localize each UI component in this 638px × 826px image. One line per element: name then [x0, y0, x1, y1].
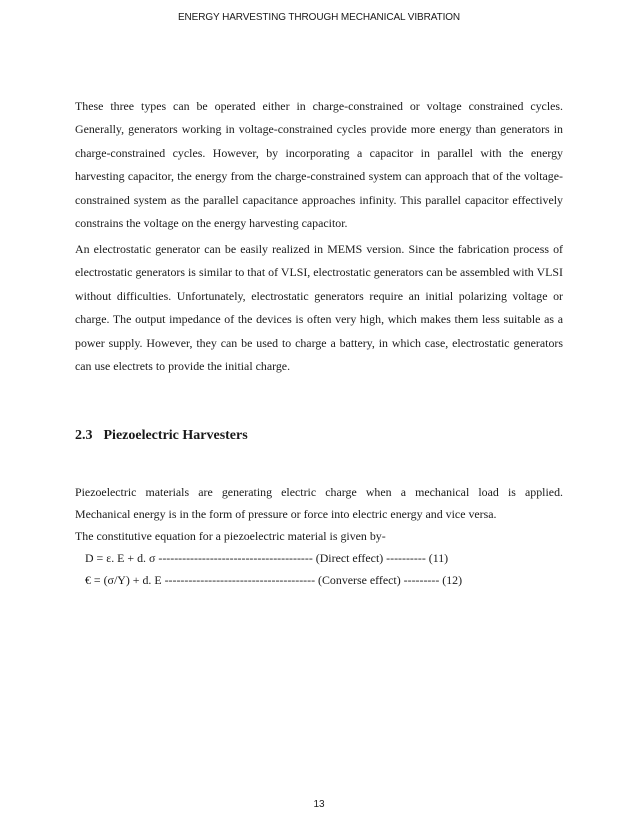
- paragraph-text: These three types can be operated either in charge-constrained or voltage constrained cycles. Generally, generators working in voltage-constrained cycles provide more energy than generators in charge-constrained cycles. However, by incorporating a capacitor in parallel with the energy harvesting capacitor, the energy from the charge-constrained system can approach that of the voltage-constrained system as the parallel capacitance approaches infinity. This parallel capacitor effectively constrains the voltage on the energy harvesting capacitor.: [75, 99, 563, 231]
- paragraph-text: An electrostatic generator can be easily realized in MEMS version. Since the fabrication process of electrostatic generators is similar to that of VLSI, electrostatic generators can be assembled with VLSI without difficulties. Unfortunately, electrostatic generators require an initial polarizing voltage or charge. The output impedance of the devices is often very high, which makes them less suitable as a power supply. However, they can be used to charge a battery, in which case, electrostatic generators can use electrets to provide the initial charge.: [75, 242, 563, 374]
- section-heading: [75, 428, 248, 444]
- running-header: ENERGY HARVESTING THROUGH MECHANICAL VIBRATION: [177, 12, 461, 23]
- section-number: 2.3: [75, 428, 93, 443]
- paragraph-cycles: [75, 95, 563, 235]
- piezo-section-body: [75, 481, 563, 591]
- paragraph-electrostatic: [75, 238, 563, 378]
- piezo-line-3: The constitutive equation for a piezoelectric material is given by-: [75, 529, 386, 543]
- piezo-line-1: Piezoelectric materials are generating electric charge when a mechanical load is applied.: [75, 485, 563, 499]
- equation-direct-effect: D = ε. E + d. σ --------------------------------------- (Direct effect) ---------- (11): [85, 551, 449, 565]
- equation-converse-effect: € = (σ/Y) + d. E -------------------------------------- (Converse effect) --------- (12): [85, 573, 463, 587]
- section-title: Piezoelectric Harvesters: [103, 428, 248, 443]
- page-number: 13: [313, 799, 325, 810]
- piezo-line-2: Mechanical energy is in the form of pressure or force into electric energy and vice versa.: [75, 507, 497, 521]
